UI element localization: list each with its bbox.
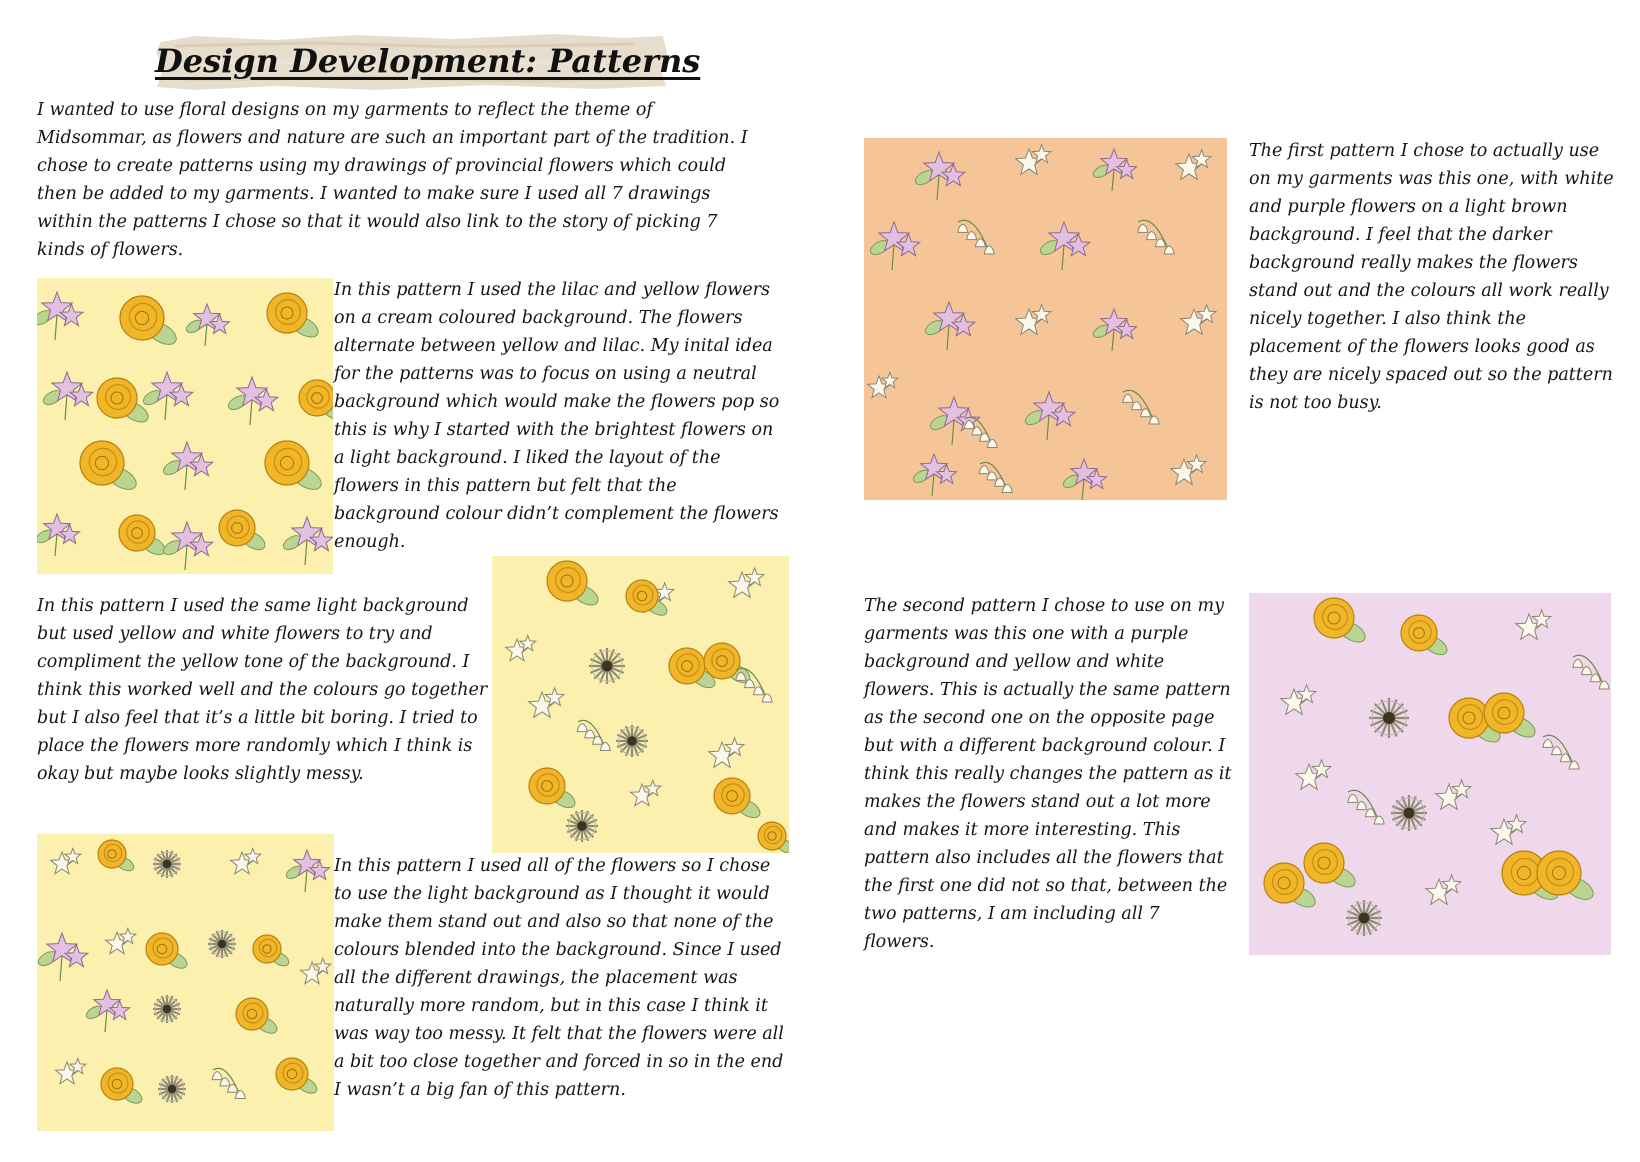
- pattern-2-description: In this pattern I used the same light background but used yellow and white flowers to try and compliment the yellow tone of the background. I think this worked well and the colours go together but I also feel that it’s a little bit boring. I tried to place the flowers more randomly which I think is okay but maybe looks slightly messy.: [37, 596, 488, 784]
- pattern-1-description: In this pattern I used the lilac and yellow flowers on a cream coloured background. The flowers alternate between yellow and lilac. My inital idea for the patterns was to focus on using a neutral background which would make the flowers pop so this is why I started with the brightest flowers on a light background. I liked the layout of the flowers in this pattern but felt that the background colour didn’t complement the flowers enough.: [334, 280, 780, 552]
- intro-paragraph: I wanted to use floral designs on my garments to reflect the theme of Midsommar, as flowers and nature are such an important part of the tradition. I chose to create patterns using my drawings of provincial flowers which could then be added to my garments. I wanted to make sure I used all 7 drawings within the patterns I chose so that it would also link to the story of picking 7 kinds of flowers.: [37, 100, 748, 260]
- chosen-pattern-2-description: The second pattern I chose to use on my garments was this one with a purple background and yellow and white flowers. This is actually the same pattern as the second one on the opposite page but with a different background colour. I think this really changes the pattern as it makes the flowers stand out a lot more and makes it more interesting. This pattern also includes all the flowers that the first one did not so that, between the two patterns, I am including all 7 flowers.: [864, 596, 1232, 952]
- pattern-swatch-lilac-yellow-cream: [37, 278, 333, 574]
- pattern-swatch-chosen-lilac: [1249, 593, 1611, 955]
- page-title: Design Development: Patterns: [155, 42, 701, 80]
- pattern-swatch-all-flowers-cream: [37, 834, 334, 1131]
- pattern-swatch-yellow-white-cream: [492, 556, 789, 853]
- chosen-pattern-1-description: The first pattern I chose to actually use on my garments was this one, with white and purple flowers on a light brown background. I feel that the darker background really makes the flowers stand out and the colours all work really nicely together. I also think the placement of the flowers looks good as they are nicely spaced out so the pattern is not too busy.: [1249, 141, 1614, 413]
- pattern-3-description: In this pattern I used all of the flowers so I chose to use the light background as I thought it would make them stand out and also so that none of the colours blended into the background. Since I used all the different drawings, the placement was naturally more random, but in this case I think it was way too messy. It felt that the flowers were all a bit too close together and forced in so in the end I wasn’t a big fan of this pattern.: [334, 856, 784, 1100]
- pattern-swatch-chosen-peach: [864, 138, 1227, 500]
- title-banner: [155, 32, 701, 92]
